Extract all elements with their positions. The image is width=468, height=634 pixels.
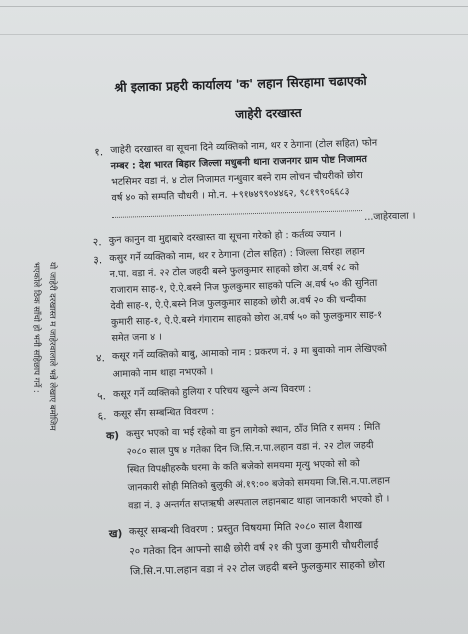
item-number: ५. bbox=[96, 390, 107, 403]
item-1-line: ...जाहेरवाला । bbox=[364, 210, 416, 223]
item-3-line: देवी साह-१, ऐ.ऐ.बस्ने निज फुलकुमार साहको छोरी अ.वर्ष २० की चन्दीका bbox=[110, 293, 367, 313]
sub-item-ka-line: वडा नं. ३ अन्तर्गत सप्तऋषी अस्पताल लहानबाट थाहा जानकारी भएको हो । bbox=[128, 493, 390, 512]
item-number: ६. bbox=[97, 410, 107, 423]
margin-note: भएकोले ठिक साँचो हो भनी सहिछाप गर्ने : bbox=[31, 262, 41, 393]
item-1-line: वर्ष ४० को सम्पति चौधरी । मो.न. +९१७४९९०४४६२, ९८१९९०६६८३ bbox=[111, 186, 350, 205]
sub-item-kha-line: कसूर सम्बन्धी विवरण : प्रस्तुत विषयमा मिति २०८० साल वैशाख bbox=[128, 520, 363, 538]
sub-item-ka-line: २०८० साल पुष ४ गतेका दिन जि.सि.न.पा.लहान वडा नं. २२ टोल जहदी bbox=[126, 439, 374, 458]
item-1-line: जाहेरी दरखास्त वा सूचना दिने व्यक्तिको नाम, थर र ठेगाना (टोल सहित) फोन bbox=[110, 137, 378, 157]
item-3-line: राजाराम साह-१, ऐ.ऐ.बस्ने निज फुलकुमार साहको पत्नि अ.वर्ष ५० की सुनिता bbox=[110, 277, 378, 297]
item-3-line: कुमारी साह-१, ऐ.ऐ.बस्ने गंगाराम साहको छोरा अ.वर्ष ५० को फुलकुमार साह-१ bbox=[110, 309, 383, 329]
sub-item-ka-line: जानकारी सोही मितिको बुलुकी अं.१९:०० बजेको समयमा जि.सि.न.पा.लहान bbox=[127, 475, 391, 494]
item-1-line: भटसिमर वडा नं. ४ टोल निजामत गन्धुवार बस्ने राम लोचन चौधरीको छोरा bbox=[110, 170, 363, 189]
item-5-line: कसूर गर्ने व्यक्तिको हुलिया र परिचय खुल्ने अन्य विवरण : bbox=[112, 383, 312, 401]
item-number: ४. bbox=[95, 352, 106, 365]
item-2-line: कुन कानुन वा मुद्दाबारे दरखास्त वा सूचना गरेको हो : कर्तव्य ज्यान । bbox=[108, 228, 343, 247]
margin-note: यो जाहेरी दरखास्त म जाहेरवालाले भन्ने लेखाए बमोजिम bbox=[47, 262, 57, 431]
item-4-line: आमाको नाम थाहा नभएको । bbox=[112, 366, 214, 381]
dotted-line bbox=[112, 210, 362, 218]
complaint-sheet bbox=[2, 0, 468, 634]
document-title: श्री इलाका प्रहरी कार्यालय 'क' लहान सिरहामा चढाएको bbox=[114, 72, 367, 95]
sub-item-ka-line: कसुर भएको वा भई रहेको वा हुन लागेको स्थान, ठाँउ मिति र समय : मिति bbox=[126, 421, 381, 440]
sub-item-kha-line: जि.सि.न.पा.लहान वडा नं २२ टोल जहदी बस्ने फुलकुमार साहको छोरा bbox=[129, 559, 386, 578]
sub-item-number: ख) bbox=[108, 527, 123, 541]
sub-item-number: क) bbox=[106, 429, 120, 443]
sub-item-kha-line: २० गतेका दिन आफ्नो साक्षै छोरी वर्ष २१ की पुजा कुमारी चौधरीलाई bbox=[129, 539, 379, 558]
item-3-line: न.पा. वडा नं. २२ टोल जहदी बस्ने फुलकुमार साहको छोरा अ.वर्ष २८ को bbox=[109, 262, 360, 281]
document-subtitle: जाहेरी दरखास्त bbox=[235, 105, 302, 122]
item-3-line: कसुर गर्ने व्यक्तिको नाम, थर र ठेगाना (टोल सहित) : जिल्ला सिरहा लहान bbox=[109, 245, 365, 265]
item-6-line: कसूर सँग सम्बन्धित विवरण : bbox=[113, 406, 215, 421]
item-4-line: कसूर गर्ने व्यक्तिको बाबु, आमाको नाम : प्रकरण नं. ३ मा बुवाको नाम लेखिएको bbox=[111, 343, 388, 363]
item-3-line: समेत जना ४ । bbox=[111, 331, 163, 345]
item-number: १. bbox=[94, 146, 104, 159]
item-number: २. bbox=[92, 236, 102, 249]
item-number: ३. bbox=[93, 254, 103, 267]
item-1-line: नम्बर : देश भारत बिहार जिल्ला मधुबनी थाना राजनगर ग्राम पोष्ट निजामत bbox=[110, 153, 368, 173]
sub-item-ka-line: स्थित विपक्षीहरुकै घरमा के कति बजेको समयमा मृत्यु भएको सो को bbox=[127, 458, 360, 476]
